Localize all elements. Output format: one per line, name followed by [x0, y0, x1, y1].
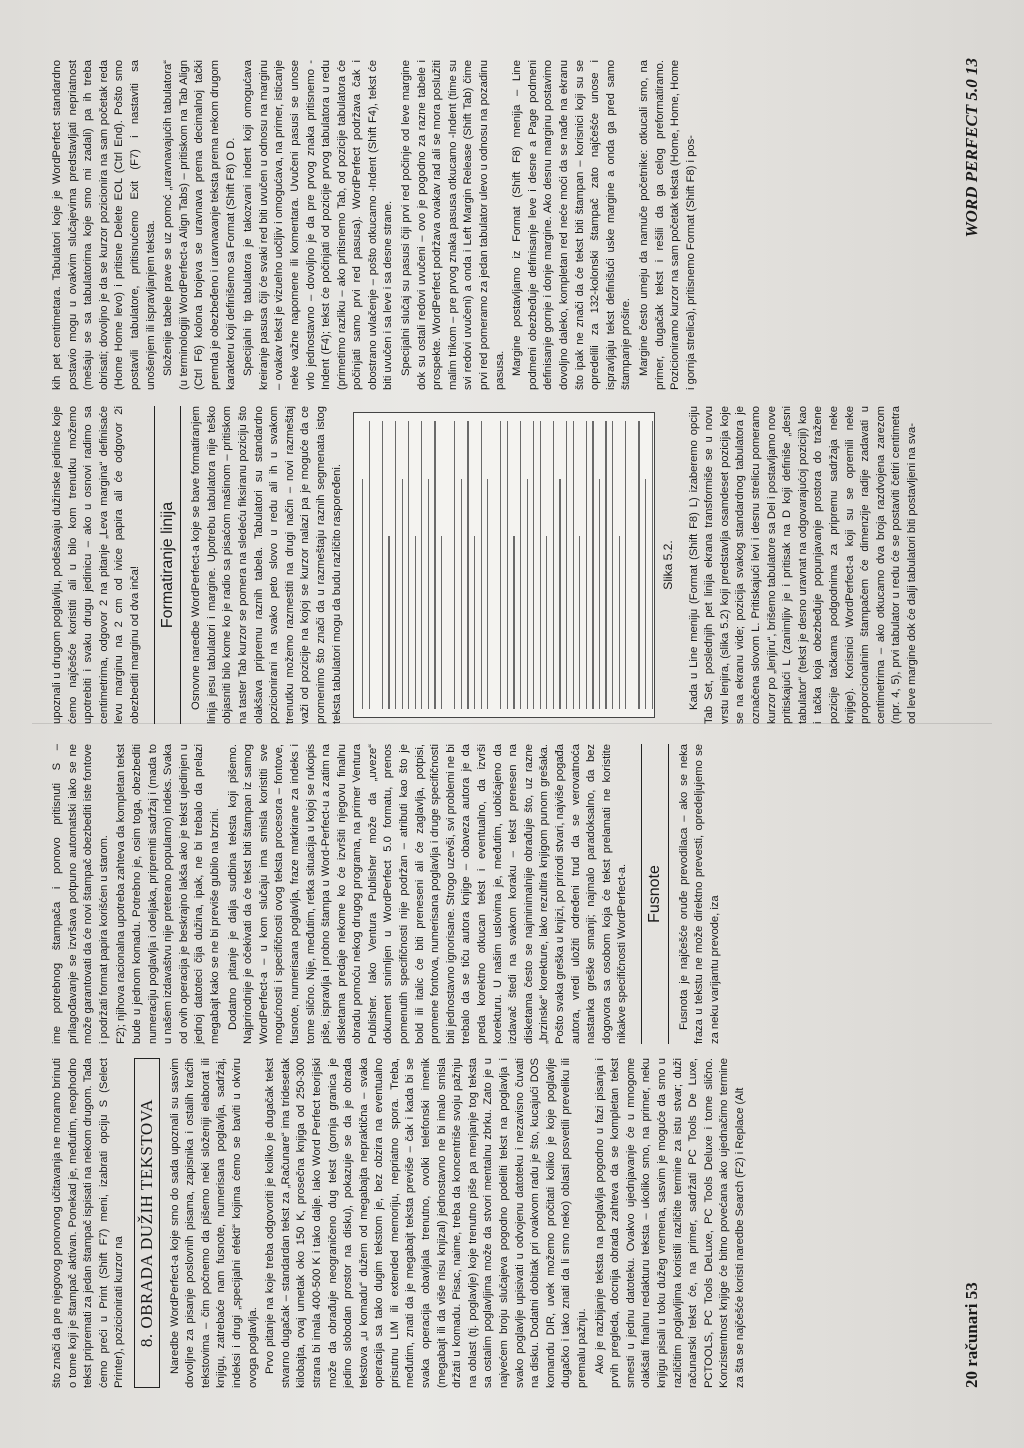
figure-screenshot [353, 412, 655, 718]
section-heading: Fusnote [641, 744, 669, 1044]
page-footer-right: WORD PERFECT 5.0 13 [962, 58, 981, 238]
paragraph: Margine često umeju da namuče početnike: otkucali smo, na primer, dugačak tekst i rešili da ga celog preformatiramo. Pozicioniramo kurzor na sam početak teksta (Home, Home, Home i gornja strelica), pritisnemo Format (Shift F8) i pos- [637, 60, 697, 390]
paragraph: Specijalni tip tabulatora je takozvani indent koji omogućava kreiranje pasusa čiji će svaki red biti uvučen u odnosu na marginu – ovakav tekst je vizuelno uočljiv i omogućava, na primer, isticanje neke važne napomene ili komentara. Uvučeni pasusi se unose vrlo jednostavno – dovoljno je da pre prvog znaka pritisnemo -Indent (F4); tekst će počinjati od pozicije prvog tabulatora u redu (primetimo razliku – ako pritisnemo Tab, od pozicije tabulatora će počinjati samo prvi red pasusa). WordPerfect podržava čak i obostrano uvlačenje – pošto otkucamo -Indent (Shift F4), tekst će biti uvučen i sa leve i sa desne strane. [242, 60, 395, 390]
paragraph: Naredbe WordPerfect-a koje smo do sada upoznali su sasvim dovoljne za pisanje poslovnih pisama, zapisnika i ostalih kraćih tekstovima – čim počnemo da pišemo neki složeniji elaborat ili knjigu, zatrebaće nam fusnote, numerisana poglavlja, sadržaj, indeksi i drugi „specijalni efekti“ kojima ćemo se baviti u okviru ovoga poglavlja. [168, 1058, 259, 1388]
figure-text-lines [362, 421, 646, 709]
paragraph: Fusnota je najčešće oruđe prevodilaca – ako se neka fraza u tekstu ne može direktno prevesti, opredeljujemo se za neku varijantu prevode, iza [677, 744, 721, 1044]
paragraph: F2); njihova racionalna upotreba zahteva da kompletan tekst bude u jednom komadu. Potrebno je, osim toga, obezbediti numeraciju poglavlja i odeljaka, pripremiti sadržaj i (mada to u našem izdavaštvu nije preterano popularno) indeks. Svaka od ovih operacija je beskrajno lakša ako je tekst ujedinjen u jednoj datoteci čija dužina, ipak, ne bi trebalo da prelazi megabajt kako se ne bi previše gubilo na brzini. [115, 744, 221, 1044]
paragraph: što znači da pre njegovog ponovnog učitavanja ne moramo brinuti o tome koji je štampač aktivan. Ponekad je, međutim, neophodno tekst pripremati za jedan štampač ispisati na nekom drugom. Tada ćemo preći u Print (Shift F7) meni, izabrati opciju S (Select Printer), pozicionirati kurzor na [51, 1058, 126, 1388]
paragraph: Osnovne naredbe WordPerfect-a koje se bave formatiranjem linija jesu tabulatori i margine. Upotrebu tabulatora nije teško objasniti bilo kome ko je radio sa pisaćom mašinom – pritiskom na taster Tab kurzor se pomera na sledeću fiksiranu poziciju što olakšava pripremu raznih tabela. Tabulatori su standardno pozicionirani na svako peto slovo u redu ali ih u svakom trenutku možemo razmestiti na drugi način – novi razmeštaj važi od pozicije na kojoj se kurzor nalazi pa je moguće da ce promenimo što znači da u razmeštaju raznih segmenata istog teksta tabulatori mogu da budu različito raspoređeni. [190, 406, 343, 724]
paragraph: Ako je razbijanje teksta na poglavlja pogodno u fazi pisanja i prvih pregleda, docnija obrada zahteva da se kompletan tekst smesti u jednu datoteku. Ovakvo ujednjavanje će u mnogome olakšati finalnu redakturu teksta – ukoliko smo, na primer, neku knjigu pisali u toku dužeg vremena, sasvim je moguće da smo u različitim poglavljima koristili različite termine za istu stvar; duži računarski tekst će, na primer, sadržati PC Tools De Luxe, PCTOOLS, PC Tools DeLuxe, PC Tools Deluxe i tome slično. Konzistentnost knjige će bitno povećana ako ujednačimo termine za šta se najčešće koristi naredbe Search (F2) i Replace (Alt [593, 1058, 746, 1388]
paragraph: ime potrebnog štampača i ponovo pritisnuti S – prilagođavanje se izvršava potpuno automatski iako se ne može garantovati da će novi štampač obezbediti iste fontove i podržati format papira korišćen u starom. [51, 744, 110, 1044]
paragraph: Kada u Line meniju (Format (Shift F8) L) izaberemo opciju Tab Set, poslednjih pet linija ekrana transformiše se u novu vrstu lenjira, (slika 5.2) koji predstavlja osamdeset pozicija koje se na ekranu vide; pozicija svakog standardnog tabulatora je označena slovom L. Pritiskajući levi i desnu strelicu pomeramo kurzor po „lenjiru“, brišemo tabulatore sa Del i postavljamo nove pritiskajući L (zanimljiv je i pritisak na D koji definiše „desni tabulator“ (tekst je desno uravnat na odgovarajućoj poziciji) kao i tačka koja obezbeđuje popunjavanje prostora do tražene pozicije tačkama podgodnima za pripremu sadržaja neke knjige). Korisnici WordPerfect-a koji su se opremili neke proporcionalnim štampačem će dimenzije radije zadavati u centimetrima – ako otkucamo dva broja razdvojena zarezom (npr. 4, 5), prvi tabulator u redu će se postaviti četiri centimetra od leve margine dok će dalji tabulatori biti postavljeni na sva- [687, 406, 918, 724]
paragraph: Specijalni slučaj su pasusi čiji prvi red počinje od leve margine dok su ostali redovi uvučeni – ovo je pogodno za razne tabele i prospekte. WordPerfect podržava ovakav rad ali se mora poslužiti malim trikom – pre prvog znaka pasusa otkucamo -Indent (time su svi redovi uvučeni) a onda i Left Margin Release (Shift Tab) čime prvi red pomeramo za jedan tabulator ulevo u odnosu na pozadinu pasusa. [400, 60, 506, 390]
figure-caption: Slika 5.2. [661, 540, 676, 590]
section-heading: Formatiranje linija [154, 406, 182, 724]
paragraph: Margine postavljamo iz Format (Shift F8) menija – Line podmeni obezbeđuje definisanje leve i desne a Page podmeni definisanje gornje i donje margine. Ako desnu marginu postavimo dovoljno daleko, kompletan red neće moći da se nađe na ekranu što ipak ne znači da će tekst biti štampan – korisnici koji su se opredelili za 132-kolonski štampač zato najčešće unose i ispravljaju tekst definišući uske margine a onda ga pred samo štampanje proširе. [511, 60, 633, 390]
paragraph: Dodatno pitanje je dalja sudbina teksta koji pišemo. Najprirodnije je očekivati da će tekst biti štampan iz samog WordPerfect-a – u kom slučaju ima smisla koristiti sve mogućnosti i specifičnosti ovog teksta procesora – fontove, fusnote, numerisana poglavlja, fraze markirane za indeks i tome slično. Nije, međutim, retka situacija u kojoj se rukopis piše, ispravlja i probno štampa u Word-Perfect-u a zatim na disketama predaje nekome ko će izvršiti njegovu finalnu obradu pomoću nekog drugog programa, na primer Ventura Publisher. Iako Ventura Publisher može da „uveze“ dokument snimljen u WordPerfect 5.0 formatu, prenos pomenutih specifičnosti nije podržan – atributi kao što je bold ili italic će biti preneseni ali će zaglavlja, potpisi, promene fontova, numerisana poglavlja i druge specifičnosti biti jednostavno ignorisane. Strogo uzevši, svi problemi ne bi trebalo da se tiču autora knjige – obaveza autora je da preda korektno otkucan tekst i eventualno, da izvrši korekturu. U našim uslovima je, međutim, uobičajeno da izdavač štedi na svakom koraku – tekst prenesen na disketama često se najminimalnije obrađuje što, uz razne „brzinske“ korekture, lako rezultira knjigom punom grešaka. Pošto svaka greška u knjizi, po prirodi stvari, najviše pogađa autora, vredi uložiti određeni trud da se verovatnoća nastanka greške smanji; najmalo paradoksalno, da bez dogovora sa osobom koja će tekst prelamati ne koristite nikakve specifičnosti WordPerfect-a. [226, 744, 629, 1044]
column-3 [50, 406, 923, 724]
paragraph: upoznali u drugom poglavlju, podešavaju dužinske jedinice koje ćemo najčešće koristiti ali u bilo kom trenutku možemo upotrebiti i svaku drugu jedinicu – ako u osnovi radimo sa centimetrima, odgovor 2 na pitanje „Leva margina“ definisaće levu marginu na 2 cm od ivice papira ali će odgovor 2i obezbediti marginu od dva inča! [51, 406, 141, 724]
paragraph: kih pet centimetara. Tabulatori koje je WordPerfect standardno postavio mogu u ovakvim slučajevima predstavljati nepriatnost (mešaju se sa tabulatorima koje smo mi zadali) pa ih treba obrisati; dovoljno je da se kurzor pozicionira na sam početak reda (Home Home levo) i pritisne Delete EOL (Ctrl End). Pošto smo postavili tabulatore, pritisnućemo Exit (F7) i nastaviti sa unošenjem ili ispravljanjem teksta. [51, 60, 157, 390]
section-heading: 8. OBRADA DUŽIH TEKSTOVA [134, 1058, 160, 1388]
column-4 [50, 60, 701, 390]
paragraph: Prvo pitanje na koje treba odgovoriti je koliko je dugačak tekst stvarno dugačak – standardan tekst za „Računare“ ima tridesetak kilobajta, ovaj umetak oko 150 K, prosečna knjiga od 250-300 strana bi imala 400-500 K i tako dalje. Iako Word Perfect teorijski može da obrađuje neograničeno dug tekst (gornja granica je jedino slobodan prostor na disku), pokazuje se da je obrada tekstova „u komadu“ dužem od megabajta nepraktična – svaka operacija sa tako dugim tekstom je, bez obzira na eventualno prisutnu LIM ili extended memoriju, nepriatno spora. Treba, međutim, znati da je megabajt teksta previše – čak i kada bi se svaka operacija obavljala trenutno, ovolki telefonski imenik (megabajt ili da više nisu knjizal) jednostavno ne bi imalo smisla držati u komadu. Pisac, naime, treba da koncentriše svoju pažnju na oblast (tj. poglavlje) koje trenutno piše pa menjanje tog teksta sa ostalim poglavljima može da stvori mentalnu zbrku. Zato je u najvećem broju slučajeva pogodno podeliti tekst na poglavlja i svako poglavlje upisivati u odvojenu datoteku i nezavisno čuvati na disku. Dodatni dobitak pri ovakvom radu je što, kucajući DOS komandu DIR, uvek možemo pročitati koliko je koje poglavlje dugačko i tako znati da li smo neko) oblasti posvetili preveliku ili premalu pažnju. [264, 1058, 588, 1388]
column-1 [50, 1058, 751, 1388]
paragraph: Složenije tabele prave se uz pomoć „uravnavajućih tabulatora“ (u terminologiji WordPerfect-a Align Tabs) – pritiskom na Tab Align (Ctrl F6) kolona brojeva se uravnava prema decimalnoj tački premda je obezbeđeno i uravnavanje teksta prema nekom drugom karakteru koji definišemo sa Format (Shift F8) O D. [162, 60, 237, 390]
magazine-spread-rotated [32, 40, 992, 1408]
page-footer-left: 20 računari 53 [962, 1282, 981, 1388]
column-2 [50, 744, 725, 1044]
